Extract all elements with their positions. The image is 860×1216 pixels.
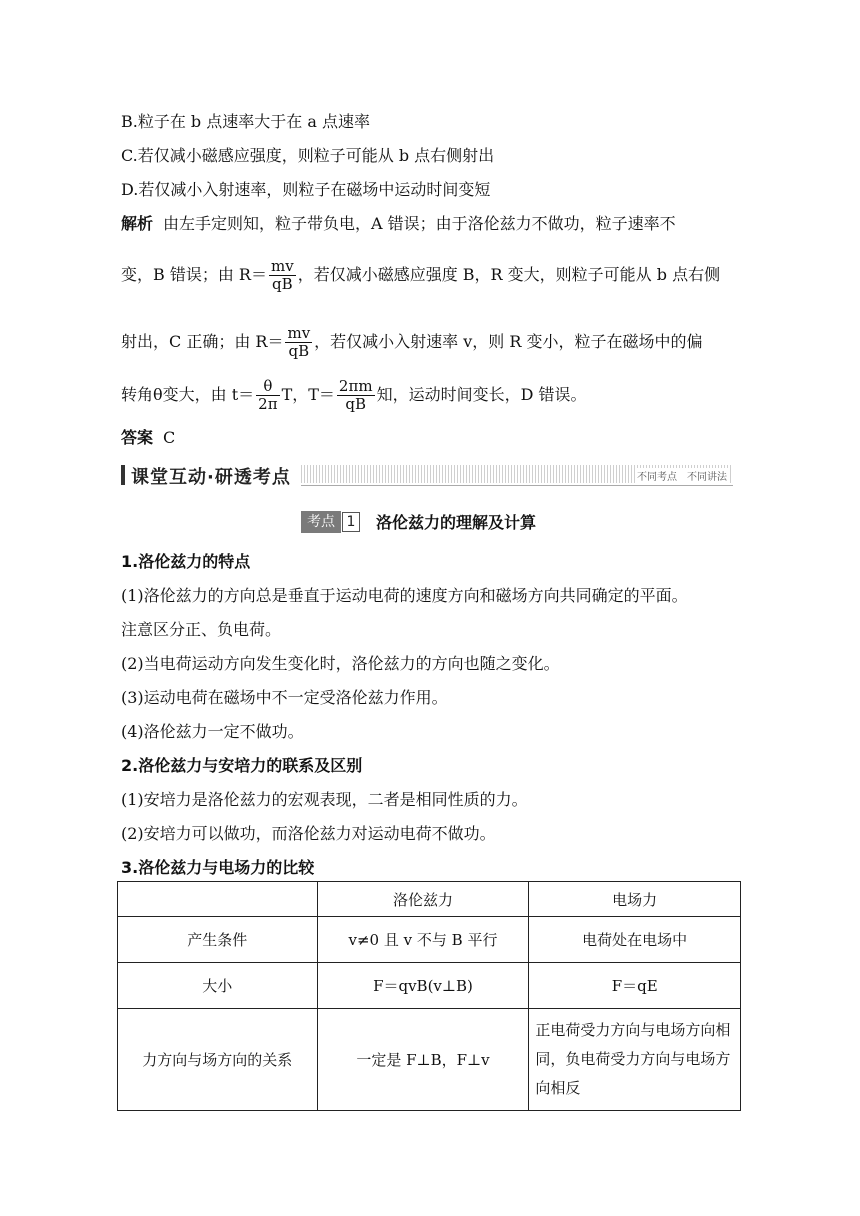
- banner-accent-bar: [121, 465, 125, 485]
- analysis-text-2a: 变，B 错误；由 R＝: [121, 265, 267, 284]
- fraction-numerator: θ: [256, 378, 279, 396]
- option-b: B.粒子在 b 点速率大于在 a 点速率: [121, 112, 370, 131]
- analysis-text-3b: ，若仅减小入射速率 v，则 R 变小，粒子在磁场中的偏: [314, 332, 703, 351]
- table-cell: 大小: [118, 963, 318, 1009]
- comparison-table: [117, 881, 741, 1111]
- section1-p3: (3)运动电荷在磁场中不一定受洛伦兹力作用。: [121, 688, 448, 707]
- section1-p2: (2)当电荷运动方向发生变化时，洛伦兹力的方向也随之变化。: [121, 654, 560, 673]
- analysis-text-4b: T，T＝: [281, 385, 335, 404]
- table-header-cell: 电场力: [529, 882, 741, 917]
- answer-line: [121, 428, 175, 448]
- fraction-numerator: 2πm: [338, 377, 373, 395]
- kaodian-topic: 洛伦兹力的理解及计算: [376, 513, 537, 532]
- option-d: D.若仅减小入射速率，则粒子在磁场中运动时间变短: [121, 180, 491, 199]
- kaodian-number: 1: [342, 512, 360, 532]
- section1-heading: 1.洛伦兹力的特点: [121, 552, 251, 571]
- fraction-denominator: qB: [288, 342, 310, 360]
- banner-title: 课堂互动·研透考点: [131, 467, 291, 488]
- table-cell: 正电荷受力方向与电场方向相同，负电荷受力方向与电场方向相反: [529, 1009, 741, 1111]
- table-cell: 产生条件: [118, 917, 318, 963]
- table-header-row: [118, 882, 741, 917]
- section2-heading: 2.洛伦兹力与安培力的联系及区别: [121, 756, 363, 775]
- section3-heading: 3.洛伦兹力与电场力的比较: [121, 858, 315, 877]
- section2-p2: (2)安培力可以做功，而洛伦兹力对运动电荷不做功。: [121, 824, 496, 843]
- analysis-text-3a: 射出，C 正确；由 R＝: [121, 332, 284, 351]
- fraction-denominator: qB: [272, 275, 293, 293]
- table-row: [118, 1009, 741, 1111]
- section2-p1: (1)安培力是洛伦兹力的宏观表现，二者是相同性质的力。: [121, 790, 528, 809]
- section1-p1b: 注意区分正、负电荷。: [121, 620, 282, 639]
- section-banner: [121, 462, 733, 488]
- option-c: C.若仅减小磁感应强度，则粒子可能从 b 点右侧射出: [121, 146, 495, 165]
- fraction-mv-over-qb-2: [285, 325, 312, 360]
- section1-p1: (1)洛伦兹力的方向总是垂直于运动电荷的速度方向和磁场方向共同确定的平面。: [121, 586, 688, 605]
- section1-p4: (4)洛伦兹力一定不做功。: [121, 722, 304, 741]
- kaodian-header: [301, 510, 536, 532]
- answer-label: 答案: [121, 428, 154, 447]
- analysis-text-4c: 知，运动时间变长，D 错误。: [376, 385, 587, 404]
- fraction-mv-over-qb: [269, 258, 296, 293]
- kaodian-tag: 考点: [301, 511, 341, 533]
- table-cell: F＝qE: [529, 963, 741, 1009]
- fraction-theta-over-2pi: [256, 378, 279, 413]
- analysis-text-1: 由左手定则知，粒子带负电，A 错误；由于洛伦兹力不做功，粒子速率不: [163, 214, 676, 233]
- analysis-text-2b: ，若仅减小磁感应强度 B，R 变大，则粒子可能从 b 点右侧: [297, 265, 721, 284]
- analysis-line-3: [121, 323, 703, 361]
- table-cell: F＝qvB(v⊥B): [317, 963, 529, 1009]
- table-row: [118, 963, 741, 1009]
- analysis-text-4a: 转角θ变大，由 t＝: [121, 385, 255, 404]
- analysis-label: 解析: [121, 214, 154, 233]
- table-header-cell: [118, 882, 318, 917]
- banner-tagline: 不同考点 不同讲法: [635, 468, 729, 483]
- banner-rule: [301, 485, 733, 486]
- table-cell: 一定是 F⊥B，F⊥v: [317, 1009, 529, 1111]
- fraction-2pim-over-qb: [337, 378, 375, 413]
- table-row: [118, 917, 741, 963]
- analysis-line-4: [121, 376, 586, 414]
- table-cell: 力方向与场方向的关系: [118, 1009, 318, 1111]
- analysis-line-2: [121, 256, 720, 294]
- fraction-denominator: qB: [345, 395, 367, 413]
- table-header-cell: 洛伦兹力: [317, 882, 529, 917]
- fraction-numerator: mv: [287, 324, 311, 342]
- table-cell: 电荷处在电场中: [529, 917, 741, 963]
- analysis-line-1: [121, 214, 676, 234]
- table-cell: v≠0 且 v 不与 B 平行: [317, 917, 529, 963]
- fraction-numerator: mv: [270, 257, 294, 275]
- fraction-denominator: 2π: [258, 395, 278, 413]
- answer-value: C: [163, 428, 176, 447]
